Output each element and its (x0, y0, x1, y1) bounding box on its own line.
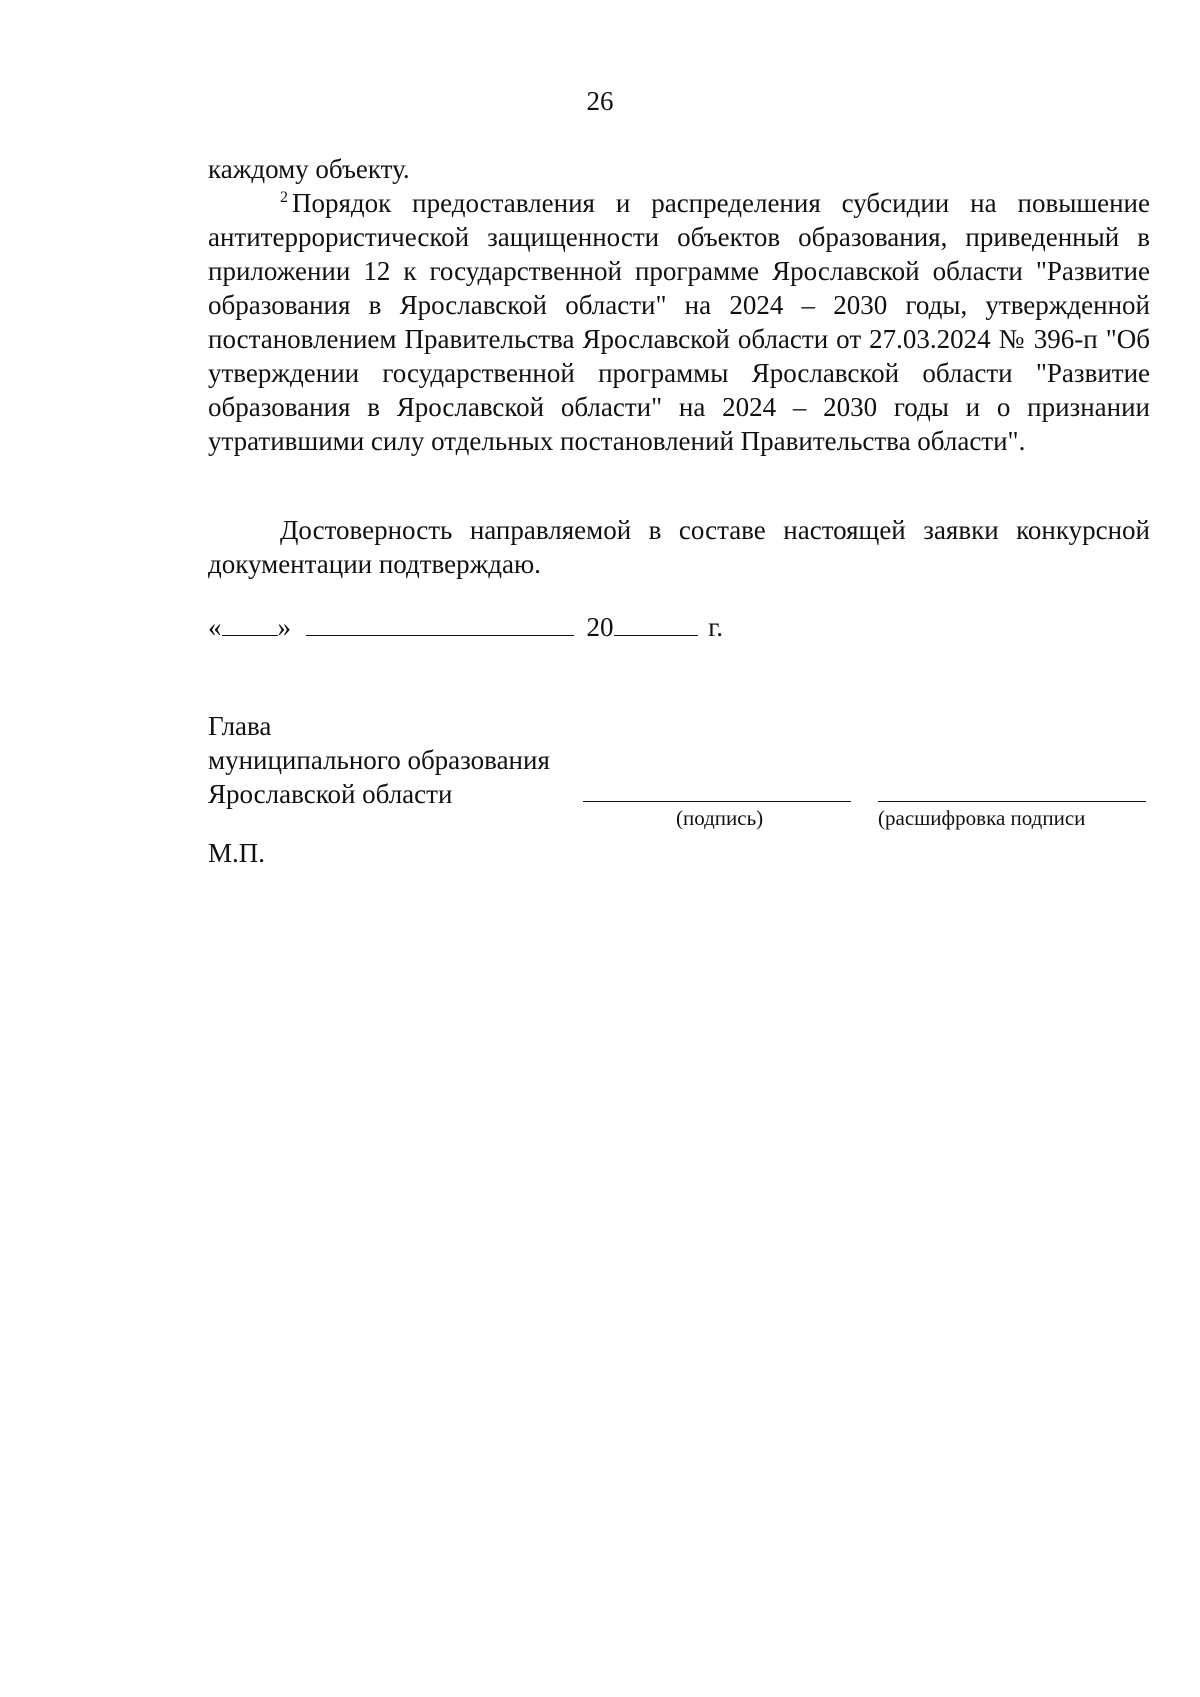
year-prefix: 20 (586, 612, 614, 642)
footnote-text: Порядок предоставления и распределения субсидии на повышение антитеррористической защищенности объектов образования, приведенный в приложении 12 к государственной программе Ярославской области "Развитие образования в Ярославской области" на 2024 – 2030 годы, утвержденной постановлением Правительства Ярославской области от 27.03.2024 № 396-п "Об утверждении государственной программы Ярославской области "Развитие образования в Ярославской области" на 2024 – 2030 годы и о признании утратившими силу отдельных постановлений Правительства области". (208, 188, 1150, 456)
confirmation-paragraph: Достоверность направляемой в составе настоящей заявки конкурсной документации подтверждаю. (208, 515, 1150, 579)
date-close-quote: » (277, 612, 291, 642)
signature-decoding-caption: (расшифровка подписи (878, 806, 1086, 830)
footnote-paragraph (208, 186, 1150, 458)
stamp-label: М.П. (208, 838, 266, 868)
footnote-marker: 2 (280, 189, 288, 206)
day-blank[interactable] (222, 611, 278, 636)
date-line (208, 610, 723, 644)
date-open-quote: « (208, 612, 222, 642)
signatory-block (208, 709, 550, 811)
year-blank[interactable] (614, 611, 698, 636)
month-blank[interactable] (306, 611, 574, 636)
signature-decoding-line[interactable] (878, 801, 1146, 802)
signatory-region: Ярославской области (208, 779, 453, 809)
signature-caption: (подпись) (676, 806, 764, 830)
signatory-title: Глава (208, 711, 272, 741)
year-suffix: г. (708, 612, 724, 642)
signatory-org: муниципального образования (208, 745, 550, 775)
continuation-text: каждому объекту. (208, 154, 410, 184)
page-number: 26 (586, 86, 614, 116)
signature-line[interactable] (583, 801, 851, 802)
